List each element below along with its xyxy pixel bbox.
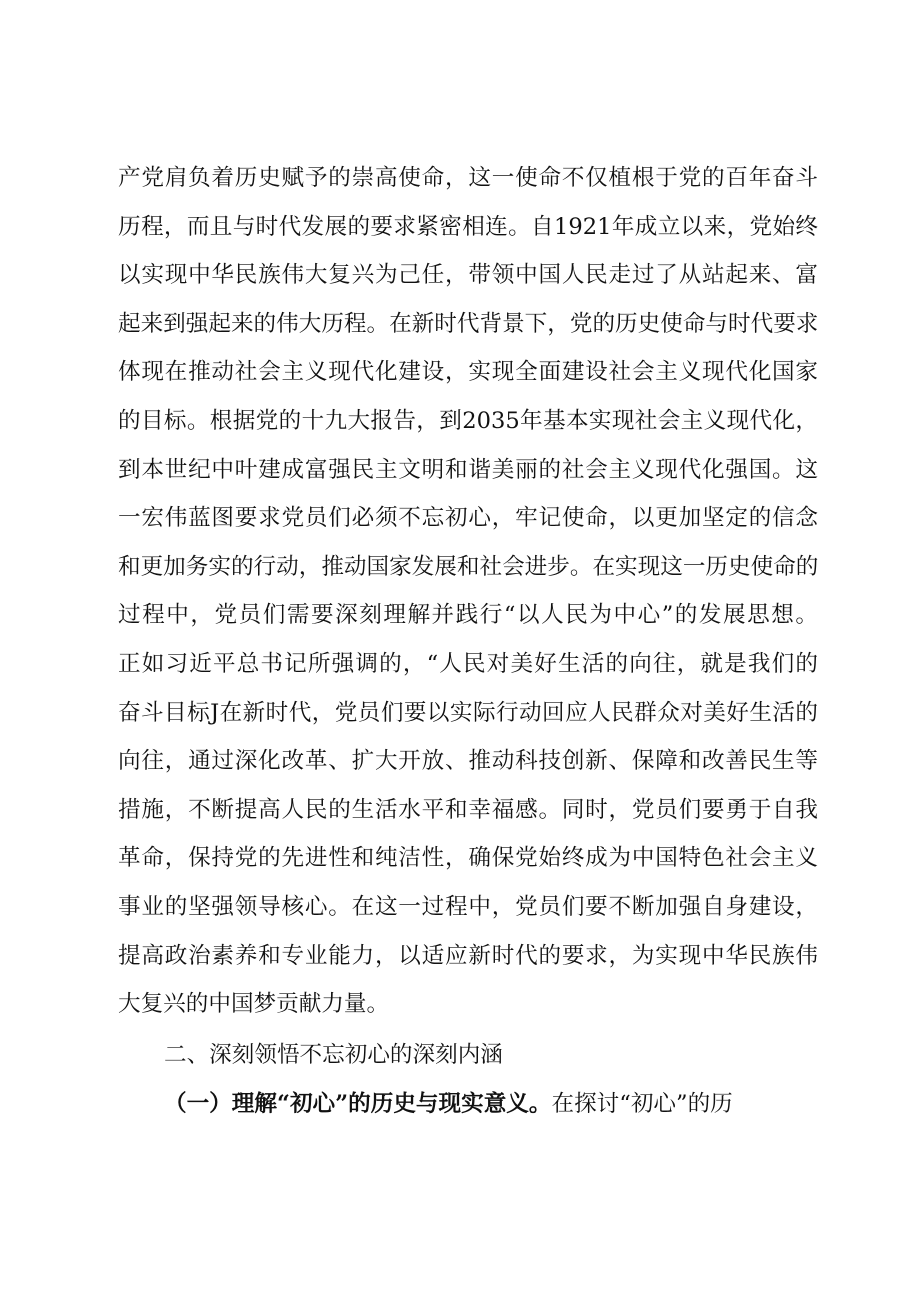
- body-line: 大复兴的中国梦贡献力量。: [118, 991, 390, 1018]
- body-paragraph: [118, 154, 818, 1029]
- body-line: 的目标。根据党的十九大报告，到2035年基本实现社会主义现代化，: [118, 407, 818, 434]
- body-line: 措施，不断提高人民的生活水平和幸福感。同时，党员们要勇于自我: [118, 796, 818, 823]
- subsection-line: [164, 1080, 818, 1128]
- body-line: 起来到强起来的伟大历程。在新时代背景下，党的历史使命与时代要求: [118, 310, 818, 337]
- body-line: 一宏伟蓝图要求党员们必须不忘初心，牢记使命，以更加坚定的信念: [118, 505, 818, 532]
- body-line: 和更加务实的行动，推动国家发展和社会进步。在实现这一历史使命的: [118, 553, 818, 580]
- body-line: 革命，保持党的先进性和纯洁性，确保党始终成为中国特色社会主义: [118, 845, 818, 872]
- body-line: 体现在推动社会主义现代化建设，实现全面建设社会主义现代化国家: [118, 359, 818, 386]
- body-line: 产党肩负着历史赋予的崇高使命，这一使命不仅植根于党的百年奋斗: [118, 165, 818, 191]
- subsection-title: （一）理解“初心”的历史与现实意义。: [164, 1091, 552, 1117]
- body-line: 以实现中华民族伟大复兴为己任，带领中国人民走过了从站起来、富: [118, 262, 818, 289]
- body-line: 奋斗目标J在新时代，党员们要以实际行动回应人民群众对美好生活的: [118, 699, 818, 726]
- body-line: 过程中，党员们需要深刻理解并践行“以人民为中心”的发展思想。: [118, 602, 818, 629]
- body-line: 提高政治素养和专业能力，以适应新时代的要求，为实现中华民族伟: [118, 942, 818, 969]
- body-line: 事业的坚强领导核心。在这一过程中，党员们要不断加强自身建设，: [118, 893, 818, 920]
- body-line: 到本世纪中叶建成富强民主文明和谐美丽的社会主义现代化强国。这: [118, 456, 818, 483]
- body-line: 向往，通过深化改革、扩大开放、推动科技创新、保障和改善民生等: [118, 748, 818, 775]
- body-line: 正如习近平总书记所强调的，“人民对美好生活的向往，就是我们的: [118, 650, 818, 677]
- subsection-text: 在探讨“初心”的历: [551, 1091, 733, 1117]
- section-heading: 二、深刻领悟不忘初心的深刻内涵: [164, 1042, 503, 1068]
- body-line: 历程，而且与时代发展的要求紧密相连。自1921年成立以来，党始终: [118, 213, 818, 240]
